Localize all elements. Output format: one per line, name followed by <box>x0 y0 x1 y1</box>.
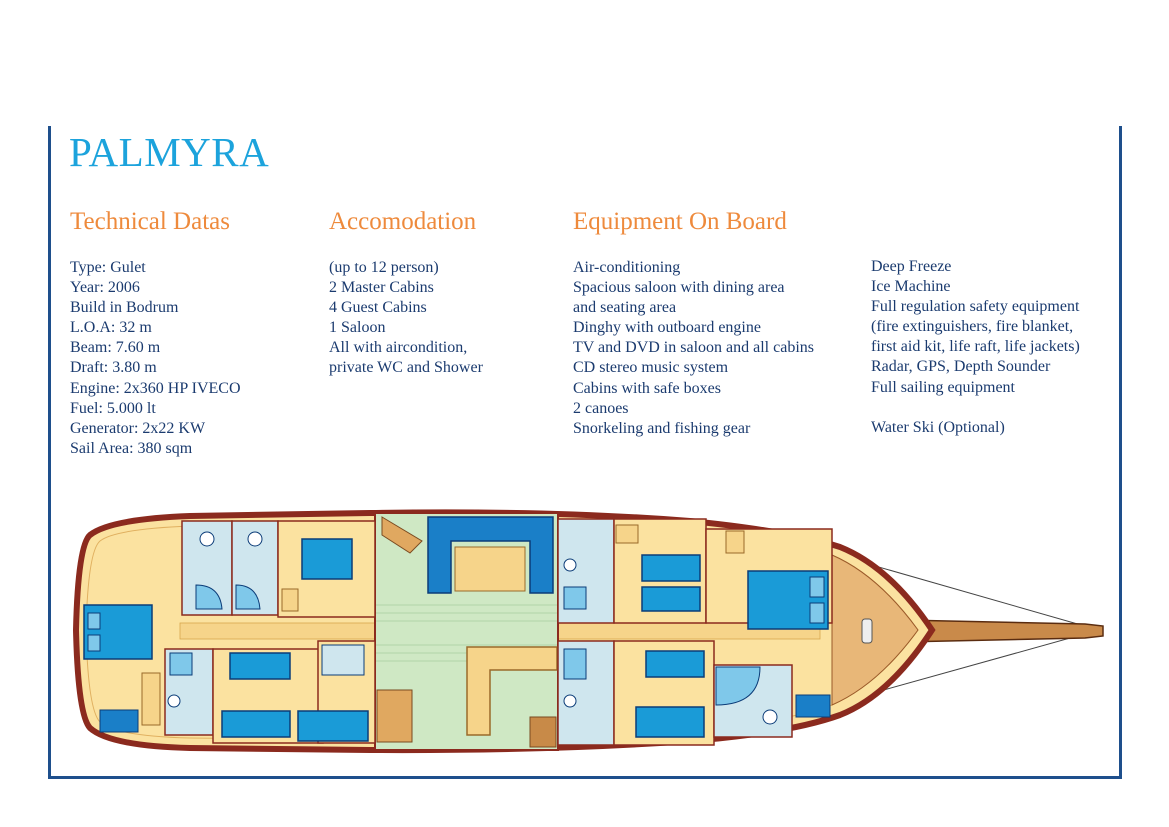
tech-item: Type: Gulet <box>70 259 146 276</box>
cabin-bed <box>642 587 700 611</box>
shower <box>564 587 586 609</box>
equipment-item: Full regulation safety equipment <box>871 298 1080 316</box>
cabin-bed <box>230 653 290 679</box>
equipment-item: Air-conditioning <box>573 259 681 276</box>
shower <box>170 653 192 675</box>
technical-datas-section <box>70 208 241 459</box>
equipment-item: (fire extinguishers, fire blanket, <box>871 318 1074 336</box>
bathroom <box>322 645 364 675</box>
accommodation-item: 2 Master Cabins <box>329 279 434 297</box>
tech-item: Engine: 2x360 HP IVECO <box>70 379 241 397</box>
tech-item: Fuel: 5.000 lt <box>70 399 156 417</box>
equipment-item: Spacious saloon with dining area <box>573 279 785 297</box>
equipment-heading: Equipment On Board <box>573 208 787 235</box>
toilet <box>564 695 576 707</box>
accommodation-item: 1 Saloon <box>329 319 386 337</box>
technical-heading: Technical Datas <box>70 208 230 235</box>
stairs-aft <box>377 690 412 742</box>
toilet <box>564 559 576 571</box>
accommodation-section <box>329 208 483 379</box>
sofa-aft <box>100 710 138 732</box>
equipment-item: TV and DVD in saloon and all cabins <box>573 339 814 357</box>
equipment-item: Dinghy with outboard engine <box>573 319 761 337</box>
tech-item: Year: 2006 <box>70 279 140 297</box>
pillow <box>810 577 824 597</box>
wardrobe <box>282 589 298 611</box>
desk <box>726 531 744 553</box>
pillow <box>810 603 824 623</box>
tech-item: L.O.A: 32 m <box>70 319 152 337</box>
tech-item: Sail Area: 380 sqm <box>70 439 193 457</box>
stairs-fwd <box>530 717 556 747</box>
accommodation-item: (up to 12 person) <box>329 259 439 276</box>
cabin-bed <box>222 711 290 737</box>
equipment-item: Radar, GPS, Depth Sounder <box>871 358 1051 376</box>
cabin-bed <box>636 707 704 737</box>
equipment-item: Ice Machine <box>871 278 951 296</box>
pillow <box>88 635 100 651</box>
cabin-bed <box>302 539 352 579</box>
equipment-item: first aid kit, life raft, life jackets) <box>871 338 1080 356</box>
tech-item: Draft: 3.80 m <box>70 359 157 377</box>
equipment-item: and seating area <box>573 299 677 317</box>
wardrobe <box>142 673 160 725</box>
equipment-item: Deep Freeze <box>871 258 952 275</box>
shower <box>564 649 586 679</box>
sofa-fwd <box>796 695 830 717</box>
toilet <box>200 532 214 546</box>
equipment-spacer <box>871 398 1080 418</box>
tech-item: Build in Bodrum <box>70 299 179 317</box>
equipment-item: Full sailing equipment <box>871 378 1015 396</box>
equipment-section <box>573 208 814 439</box>
equipment-section-continued <box>871 257 1080 438</box>
cabin-bed <box>642 555 700 581</box>
toilet <box>763 710 777 724</box>
equipment-item: Water Ski (Optional) <box>871 418 1005 436</box>
tech-item: Beam: 7.60 m <box>70 339 161 357</box>
equipment-item: 2 canoes <box>573 399 629 417</box>
deck-plan <box>70 505 1110 755</box>
toilet <box>248 532 262 546</box>
pillow <box>88 613 100 629</box>
coffee-table <box>455 547 525 591</box>
equipment-item: CD stereo music system <box>573 359 729 377</box>
equipment-item: Cabins with safe boxes <box>573 379 721 397</box>
accommodation-item: 4 Guest Cabins <box>329 299 427 317</box>
toilet <box>168 695 180 707</box>
anchor-windlass <box>862 619 872 643</box>
accommodation-heading: Accomodation <box>329 208 477 235</box>
cabin-bed <box>298 711 368 741</box>
tech-item: Generator: 2x22 KW <box>70 419 206 437</box>
desk <box>616 525 638 543</box>
equipment-item: Snorkeling and fishing gear <box>573 419 751 437</box>
cabin-bed <box>646 651 704 677</box>
accommodation-item: private WC and Shower <box>329 359 483 377</box>
yacht-title: PALMYRA <box>69 129 270 175</box>
accommodation-item: All with aircondition, <box>329 339 468 357</box>
